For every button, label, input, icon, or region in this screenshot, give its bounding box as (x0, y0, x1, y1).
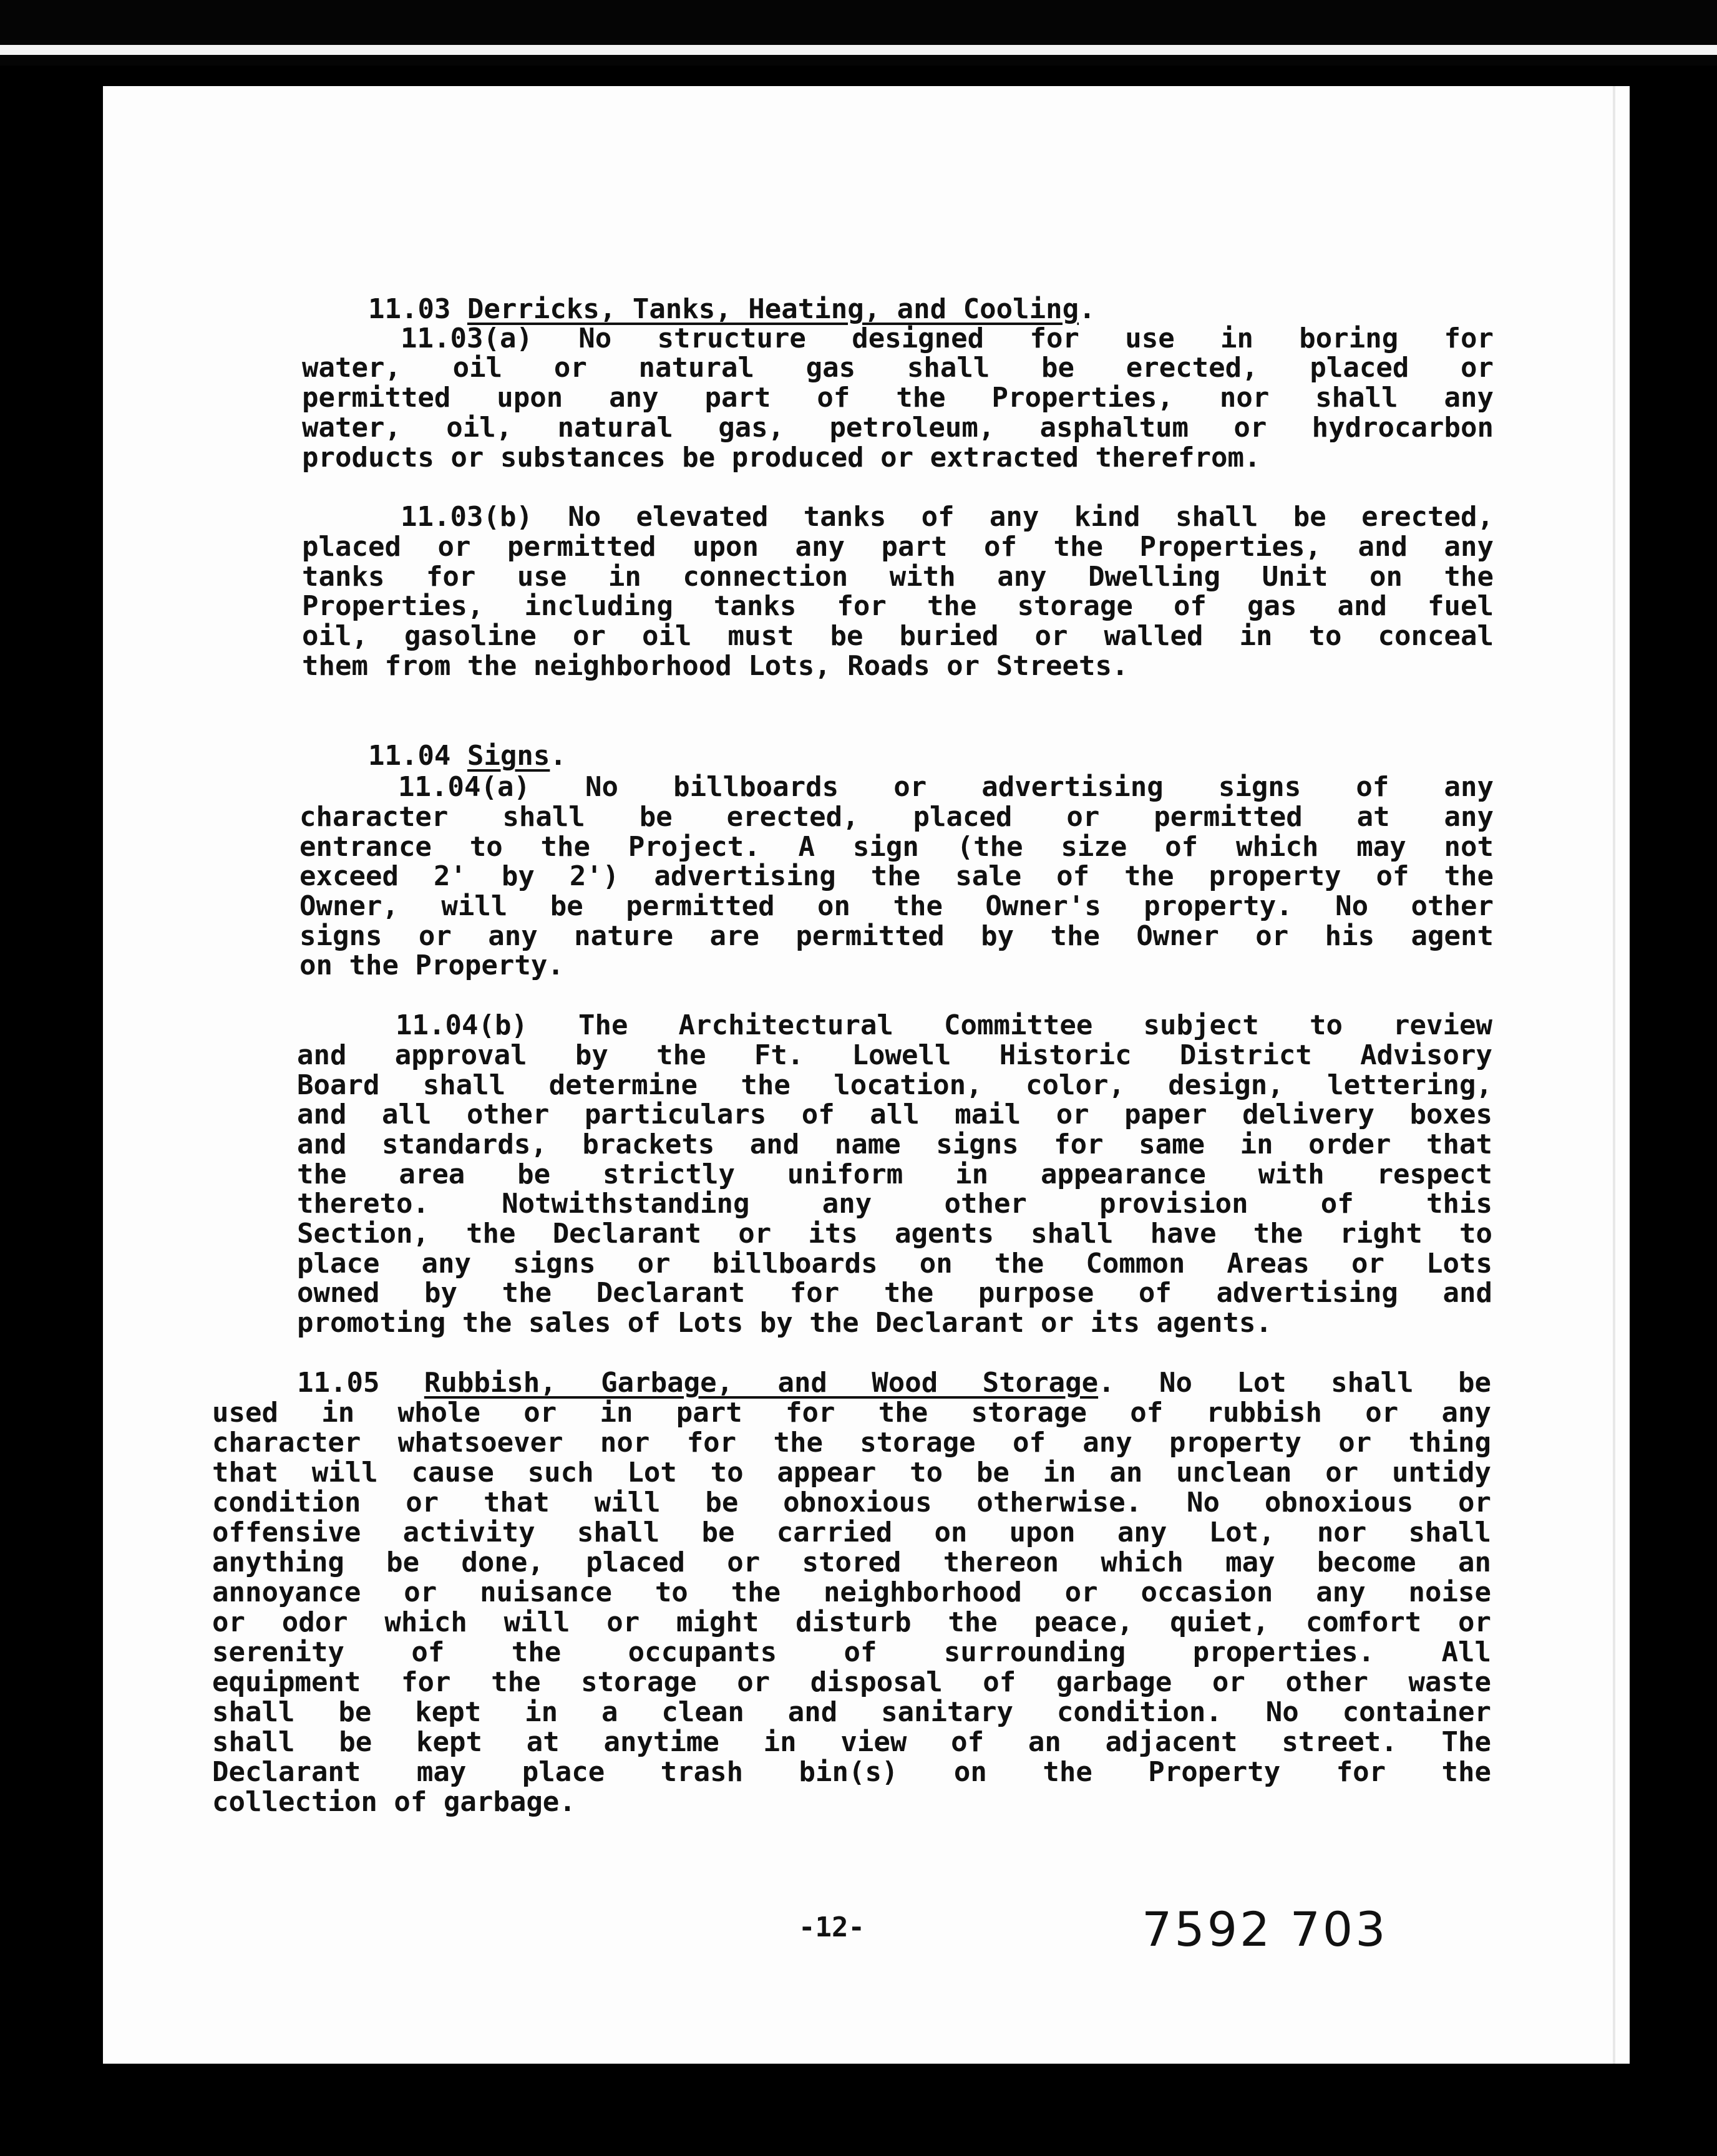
text-line: character shall be erected, placed or permitted at any (299, 801, 1494, 833)
section-title-period: . (550, 740, 567, 772)
text-line: placed or permitted upon any part of the Properties, and any (302, 531, 1494, 563)
text-line: and all other particulars of all mail or paper delivery boxes (297, 1099, 1492, 1130)
text-line: condition or that will be obnoxious otherwise. No obnoxious or (212, 1487, 1491, 1518)
text-line: exceed 2' by 2') advertising the sale of the property of the (299, 860, 1494, 892)
text-line: Properties, including tanks for the storage of gas and fuel (302, 590, 1494, 622)
text-line: shall be kept at anytime in view of an adjacent street. The (212, 1726, 1491, 1758)
text-line: permitted upon any part of the Properties, nor shall any (302, 382, 1494, 414)
page-number: -12- (799, 1911, 865, 1943)
text-line: oil, gasoline or oil must be buried or walled in to conceal (302, 620, 1494, 652)
record-stamp: 7592 703 (1142, 1901, 1388, 1957)
section-number: 11.05 (297, 1367, 380, 1399)
text-line: Declarant may place trash bin(s) on the Property for the (212, 1756, 1491, 1788)
section-title: Derricks, Tanks, Heating, and Cooling (467, 293, 1079, 325)
scan-top-edge (0, 45, 1717, 55)
text-line: tanks for use in connection with any Dwelling Unit on the (302, 561, 1494, 593)
text-line: thereto. Notwithstanding any other provision of this (297, 1188, 1492, 1220)
text-line: entrance to the Project. A sign (the size of which may not (299, 831, 1494, 863)
text-line: equipment for the storage or disposal of garbage or other waste (212, 1666, 1491, 1698)
text-line: collection of garbage. (212, 1786, 576, 1818)
section-heading-11-05 (297, 1368, 1491, 1398)
text-line: Section, the Declarant or its agents shall have the right to (297, 1218, 1492, 1250)
text-line: on the Property. (299, 949, 564, 981)
text-line: offensive activity shall be carried on upon any Lot, nor shall (212, 1517, 1491, 1548)
text-line: or odor which will or might disturb the peace, quiet, comfort or (212, 1606, 1491, 1638)
text-line-rest: . No Lot shall be (1098, 1367, 1491, 1399)
text-line: owned by the Declarant for the purpose of advertising and (297, 1277, 1492, 1309)
section-title: Rubbish, Garbage, and Wood Storage (424, 1367, 1099, 1399)
text-line: 11.04(a) No billboards or advertising signs of any (398, 771, 1494, 803)
text-line: products or substances be produced or extracted therefrom. (302, 442, 1261, 473)
text-line: character whatsoever nor for the storage of any property or thing (212, 1427, 1491, 1459)
text-line: anything be done, placed or stored thereon which may become an (212, 1547, 1491, 1578)
text-line: place any signs or billboards on the Common Areas or Lots (297, 1248, 1492, 1280)
text-line: signs or any nature are permitted by the Owner or his agent (299, 920, 1494, 952)
text-line: and approval by the Ft. Lowell Historic District Advisory (297, 1039, 1492, 1071)
text-line: annoyance or nuisance to the neighborhood or occasion any noise (212, 1576, 1491, 1608)
section-number: 11.03 (367, 293, 451, 325)
section-title: Signs (467, 740, 550, 772)
scan-top-border (0, 0, 1717, 66)
text-line: 11.04(b) The Architectural Committee subject to review (396, 1009, 1492, 1041)
text-line: water, oil or natural gas shall be erected, placed or (302, 352, 1494, 384)
section-number: 11.04 (367, 740, 451, 772)
text-line: water, oil, natural gas, petroleum, asphaltum or hydrocarbon (302, 412, 1494, 444)
text-line: the area be strictly uniform in appearance with respect (297, 1158, 1492, 1190)
text-line: 11.03(b) No elevated tanks of any kind shall be erected, (401, 501, 1494, 533)
text-line: used in whole or in part for the storage of rubbish or any (212, 1397, 1491, 1429)
scan-artifact (1613, 86, 1615, 2064)
text-line: and standards, brackets and name signs for same in order that (297, 1129, 1492, 1160)
text-line: shall be kept in a clean and sanitary condition. No container (212, 1696, 1491, 1728)
text-line: Owner, will be permitted on the Owner's property. No other (299, 890, 1494, 922)
text-line: promoting the sales of Lots by the Declarant or its agents. (297, 1307, 1272, 1339)
text-line: Board shall determine the location, color, design, lettering, (297, 1069, 1492, 1101)
text-line: 11.03(a) No structure designed for use in boring for (401, 323, 1494, 354)
text-line: them from the neighborhood Lots, Roads or Streets. (302, 650, 1129, 682)
section-title-period: . (1079, 293, 1096, 325)
text-line: serenity of the occupants of surrounding properties. All (212, 1636, 1491, 1668)
text-line: that will cause such Lot to appear to be in an unclean or untidy (212, 1457, 1491, 1488)
